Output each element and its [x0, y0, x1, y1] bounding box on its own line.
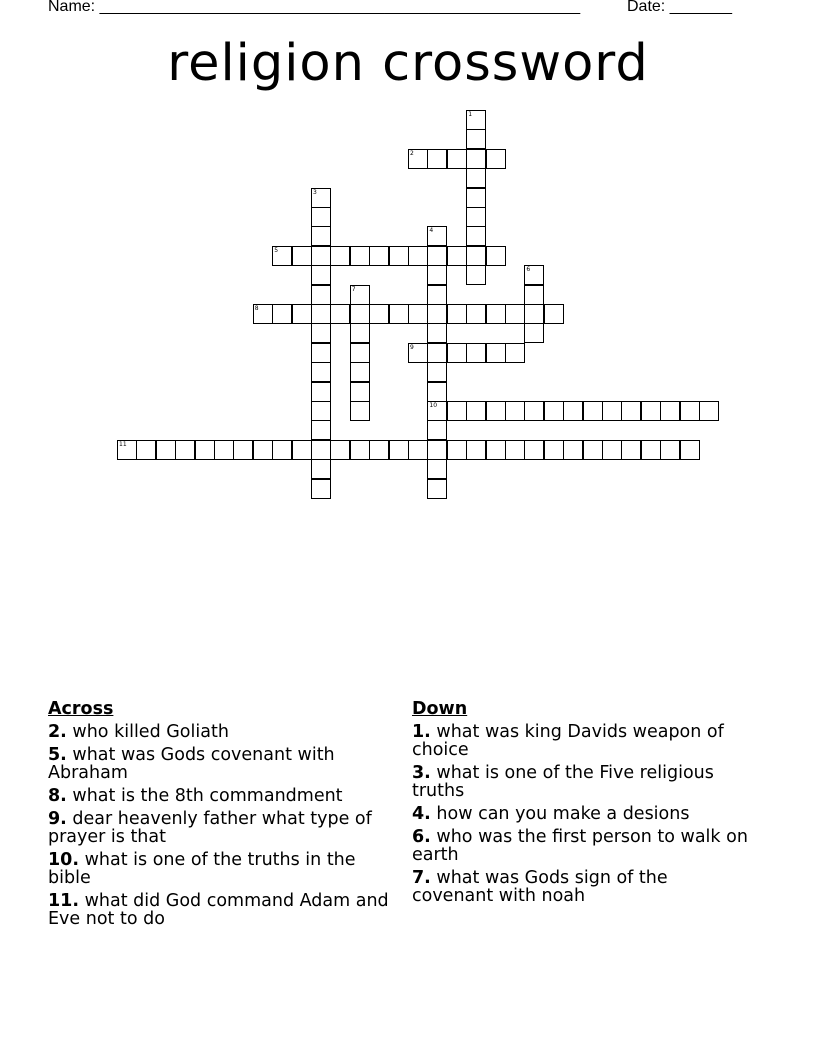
grid-cell[interactable] [466, 149, 486, 169]
grid-cell[interactable] [311, 246, 331, 266]
grid-cell[interactable] [447, 304, 467, 324]
grid-cell[interactable] [408, 440, 428, 460]
name-field[interactable]: Name: ______________________________________________________ [48, 0, 581, 15]
grid-cell[interactable] [466, 188, 486, 208]
grid-cell[interactable] [524, 323, 544, 343]
grid-cell[interactable] [524, 401, 544, 421]
grid-cell[interactable] [427, 479, 447, 499]
clue-number: 7. [412, 868, 431, 888]
grid-cell[interactable] [292, 304, 312, 324]
grid-cell[interactable] [486, 440, 506, 460]
grid-cell[interactable] [583, 440, 603, 460]
grid-cell[interactable] [292, 440, 312, 460]
clue-number: 4. [412, 804, 431, 824]
grid-cell[interactable] [621, 401, 641, 421]
clue-text: what is one of the truths in the bible [48, 850, 356, 888]
cell-number: 2 [410, 149, 414, 157]
grid-cell[interactable] [350, 304, 370, 324]
grid-cell[interactable] [427, 265, 447, 285]
clue-down-4 [412, 805, 752, 823]
clue-number: 3. [412, 763, 431, 783]
clue-down-1 [412, 723, 752, 759]
grid-cell[interactable] [311, 343, 331, 363]
date-field[interactable]: Date: _______ [627, 0, 732, 15]
grid-cell[interactable] [466, 168, 486, 188]
clue-down-3 [412, 764, 752, 800]
grid-cell[interactable] [350, 285, 370, 305]
grid-cell[interactable] [311, 188, 331, 208]
clue-down-7 [412, 869, 752, 905]
grid-cell[interactable] [427, 382, 447, 402]
clue-across-9 [48, 810, 398, 846]
grid-cell[interactable] [680, 440, 700, 460]
grid-cell[interactable] [117, 440, 137, 460]
grid-cell[interactable] [544, 304, 564, 324]
page-title: religion crossword [167, 34, 649, 93]
grid-cell[interactable] [311, 459, 331, 479]
grid-cell[interactable] [602, 440, 622, 460]
grid-cell[interactable] [486, 149, 506, 169]
grid-cell[interactable] [427, 343, 447, 363]
clue-number: 9. [48, 809, 67, 829]
grid-cell[interactable] [505, 401, 525, 421]
grid-cell[interactable] [311, 362, 331, 382]
cell-number: 4 [429, 227, 434, 235]
clue-text: dear heavenly father what type of prayer is that [48, 809, 372, 847]
clue-number: 5. [48, 745, 67, 765]
grid-cell[interactable] [389, 440, 409, 460]
clue-text: what is the 8th commandment [72, 786, 343, 806]
grid-cell[interactable] [447, 440, 467, 460]
grid-cell[interactable] [447, 149, 467, 169]
grid-cell[interactable] [253, 304, 273, 324]
grid-cell[interactable] [350, 323, 370, 343]
clue-across-8 [48, 787, 398, 805]
grid-cell[interactable] [466, 265, 486, 285]
grid-cell[interactable] [311, 401, 331, 421]
grid-cell[interactable] [427, 304, 447, 324]
clue-across-11 [48, 892, 398, 928]
grid-cell[interactable] [544, 440, 564, 460]
clue-number: 6. [412, 827, 431, 847]
grid-cell[interactable] [311, 265, 331, 285]
grid-cell[interactable] [408, 246, 428, 266]
grid-cell[interactable] [447, 401, 467, 421]
grid-cell[interactable] [350, 246, 370, 266]
grid-cell[interactable] [486, 246, 506, 266]
grid-cell[interactable] [447, 343, 467, 363]
grid-cell[interactable] [350, 401, 370, 421]
grid-cell[interactable] [272, 440, 292, 460]
grid-cell[interactable] [427, 401, 447, 421]
clue-text: what is one of the Five religious truths [412, 763, 714, 801]
grid-cell[interactable] [311, 323, 331, 343]
grid-cell[interactable] [272, 304, 292, 324]
grid-cell[interactable] [466, 129, 486, 149]
grid-cell[interactable] [699, 401, 719, 421]
clue-down-6 [412, 828, 752, 864]
grid-cell[interactable] [660, 440, 680, 460]
grid-cell[interactable] [486, 401, 506, 421]
across-heading: Across [48, 699, 114, 719]
grid-cell[interactable] [524, 285, 544, 305]
clue-number: 10. [48, 850, 80, 870]
grid-cell[interactable] [583, 401, 603, 421]
clue-text: what was king Davids weapon of choice [412, 722, 724, 760]
clue-number: 2. [48, 722, 67, 742]
grid-cell[interactable] [389, 304, 409, 324]
grid-cell[interactable] [466, 440, 486, 460]
cell-number: 8 [254, 305, 259, 312]
grid-cell[interactable] [408, 343, 428, 363]
grid-cell[interactable] [311, 440, 331, 460]
grid-cell[interactable] [175, 440, 195, 460]
clue-number: 8. [48, 786, 67, 806]
cell-number: 11 [119, 440, 127, 448]
clue-text: what was Gods sign of the covenant with noah [412, 868, 668, 906]
grid-cell[interactable] [408, 304, 428, 324]
grid-cell[interactable] [466, 304, 486, 324]
grid-cell[interactable] [427, 149, 447, 169]
grid-cell[interactable] [466, 343, 486, 363]
grid-cell[interactable] [427, 323, 447, 343]
grid-cell[interactable] [214, 440, 234, 460]
grid-cell[interactable] [427, 420, 447, 440]
grid-cell[interactable] [466, 110, 486, 130]
down-heading: Down [412, 699, 468, 719]
grid-cell[interactable] [330, 246, 350, 266]
grid-cell[interactable] [486, 343, 506, 363]
clue-across-5 [48, 746, 398, 782]
grid-cell[interactable] [389, 246, 409, 266]
grid-cell[interactable] [311, 304, 331, 324]
grid-cell[interactable] [311, 420, 331, 440]
grid-cell[interactable] [524, 265, 544, 285]
grid-cell[interactable] [272, 246, 292, 266]
clue-text: who killed Goliath [72, 722, 229, 742]
grid-cell[interactable] [369, 440, 389, 460]
grid-cell[interactable] [330, 440, 350, 460]
grid-cell[interactable] [408, 149, 428, 169]
grid-cell[interactable] [524, 440, 544, 460]
grid-cell[interactable] [427, 226, 447, 246]
grid-cell[interactable] [447, 246, 467, 266]
grid-cell[interactable] [311, 285, 331, 305]
grid-cell[interactable] [253, 440, 273, 460]
grid-cell[interactable] [544, 401, 564, 421]
grid-cell[interactable] [563, 440, 583, 460]
clue-text: how can you make a desions [436, 804, 690, 824]
grid-cell[interactable] [369, 246, 389, 266]
grid-cell[interactable] [350, 440, 370, 460]
grid-cell[interactable] [427, 459, 447, 479]
across-clues [48, 700, 398, 933]
grid-cell[interactable] [311, 479, 331, 499]
grid-cell[interactable] [195, 440, 215, 460]
grid-cell[interactable] [350, 343, 370, 363]
grid-cell[interactable] [621, 440, 641, 460]
clue-across-10 [48, 851, 398, 887]
grid-cell[interactable] [369, 304, 389, 324]
grid-cell[interactable] [602, 401, 622, 421]
grid-cell[interactable] [641, 401, 661, 421]
cell-number: 6 [526, 266, 531, 274]
grid-cell[interactable] [427, 285, 447, 305]
grid-cell[interactable] [350, 362, 370, 382]
cell-number: 9 [410, 343, 414, 351]
grid-cell[interactable] [563, 401, 583, 421]
grid-cell[interactable] [680, 401, 700, 421]
clue-text: what did God command Adam and Eve not to do [48, 891, 389, 929]
grid-cell[interactable] [524, 304, 544, 324]
down-clues [412, 700, 752, 910]
cell-number: 5 [274, 246, 279, 254]
cell-number: 7 [351, 285, 356, 293]
grid-cell[interactable] [136, 440, 156, 460]
grid-cell[interactable] [505, 304, 525, 324]
grid-cell[interactable] [427, 246, 447, 266]
grid-cell[interactable] [427, 440, 447, 460]
grid-cell[interactable] [311, 382, 331, 402]
grid-cell[interactable] [311, 207, 331, 227]
cell-number: 1 [468, 111, 473, 118]
grid-cell[interactable] [233, 440, 253, 460]
clue-text: who was the first person to walk on earth [412, 827, 748, 865]
clue-number: 1. [412, 722, 431, 742]
grid-cell[interactable] [660, 401, 680, 421]
cell-number: 3 [313, 188, 317, 196]
grid-cell[interactable] [466, 207, 486, 227]
grid-cell[interactable] [427, 362, 447, 382]
grid-cell[interactable] [156, 440, 176, 460]
grid-cell[interactable] [330, 304, 350, 324]
grid-cell[interactable] [505, 343, 525, 363]
grid-cell[interactable] [350, 382, 370, 402]
grid-cell[interactable] [466, 226, 486, 246]
clue-across-2 [48, 723, 398, 741]
grid-cell[interactable] [311, 226, 331, 246]
clue-number: 11. [48, 891, 80, 911]
grid-cell[interactable] [486, 304, 506, 324]
grid-cell[interactable] [505, 440, 525, 460]
grid-cell[interactable] [641, 440, 661, 460]
grid-cell[interactable] [292, 246, 312, 266]
grid-cell[interactable] [466, 401, 486, 421]
grid-cell[interactable] [466, 246, 486, 266]
cell-number: 10 [429, 402, 438, 409]
clue-text: what was Gods covenant with Abraham [48, 745, 335, 783]
